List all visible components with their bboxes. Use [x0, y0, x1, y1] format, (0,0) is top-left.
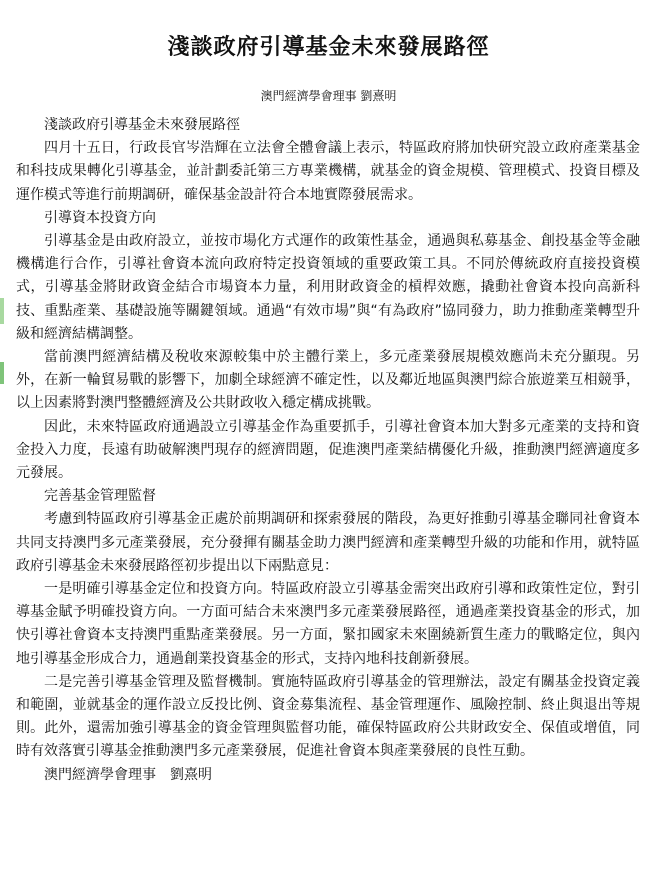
article-heading-repeat: 淺談政府引導基金未來發展路徑: [44, 117, 240, 133]
paragraph: 因此，未來特區政府通過設立引導基金作為重要抓手，引導社會資本加大對多元產業的支持和資金投入力度，長遠有助破解澳門現存的經濟問題，促進澳門產業結構優化升級，推動澳門經濟適度多元發展。: [16, 418, 640, 482]
section-heading: 引導資本投資方向: [44, 209, 156, 226]
article-byline: 澳門經濟學會理事 劉熹明: [260, 89, 397, 103]
paragraph: 考慮到特區政府引導基金正處於前期調研和探索發展的階段，為更好推動引導基金聯同社會資本共同支持澳門多元產業發展，充分發揮有關基金助力澳門經濟和產業轉型升級的功能和作用，就特區政府引導基金未來發展路徑初步提出以下兩點意見：: [16, 511, 640, 574]
article-body: [16, 114, 640, 787]
article-title: 淺談政府引導基金未來發展路徑: [167, 35, 490, 60]
edge-decoration: [0, 362, 4, 384]
edge-decoration: [0, 298, 4, 324]
paragraph: 引導基金是由政府設立，並按市場化方式運作的政策性基金，通過與私募基金、創投基金等金融機構進行合作，引導社會資本流向政府特定投資領域的重要政策工具。不同於傳統政府直接投資模式，引導基金將財政資金結合市場資本力量，利用財政資金的槓桿效應，撬動社會資本投向高新科技、重點產業、基礎設施等關鍵領域。通過“有效市場”與“有為政府”協同發力，助力推動產業轉型升級和經濟結構調整。: [16, 233, 640, 342]
paragraph: 當前澳門經濟結構及稅收來源較集中於主體行業上，多元產業發展規模效應尚未充分顯現。另外，在新一輪貿易戰的影響下，加劇全球經濟不確定性，以及鄰近地區與澳門綜合旅遊業互相競爭，以上因素將對澳門整體經濟及公共財政收入穩定構成挑戰。: [16, 349, 640, 412]
paragraph: 二是完善引導基金管理及監督機制。實施特區政府引導基金的管理辦法，設定有關基金投資定義和範圍，並就基金的運作設立反投比例、資金募集流程、基金管理運作、風險控制、終止與退出等規則。此外，還需加強引導基金的資金管理與監督功能，確保特區政府公共財政安全、保值或增值，同時有效落實引導基金推動澳門多元產業發展，促進社會資本與產業發展的良性互動。: [16, 673, 640, 760]
paragraph: 一是明確引導基金定位和投資方向。特區政府設立引導基金需突出政府引導和政策性定位，對引導基金賦予明確投資方向。一方面可結合未來澳門多元產業發展路徑，通過產業投資基金的形式，加快引導社會資本支持澳門重點產業發展。另一方面，緊扣國家未來圍繞新質生產力的戰略定位，與內地引導基金形成合力，通過創業投資基金的形式，支持內地科技創新發展。: [16, 581, 640, 667]
author-signature: 澳門經濟學會理事 劉熹明: [44, 766, 212, 783]
paragraph-intro: 四月十五日，行政長官岑浩輝在立法會全體會議上表示，特區政府將加快研究設立政府產業基金和科技成果轉化引導基金，並計劃委託第三方專業機構，就基金的資金規模、管理模式、投資目標及運作模式等進行前期調研，確保基金設計符合本地實際發展需求。: [16, 140, 640, 203]
section-heading: 完善基金管理監督: [44, 488, 156, 505]
